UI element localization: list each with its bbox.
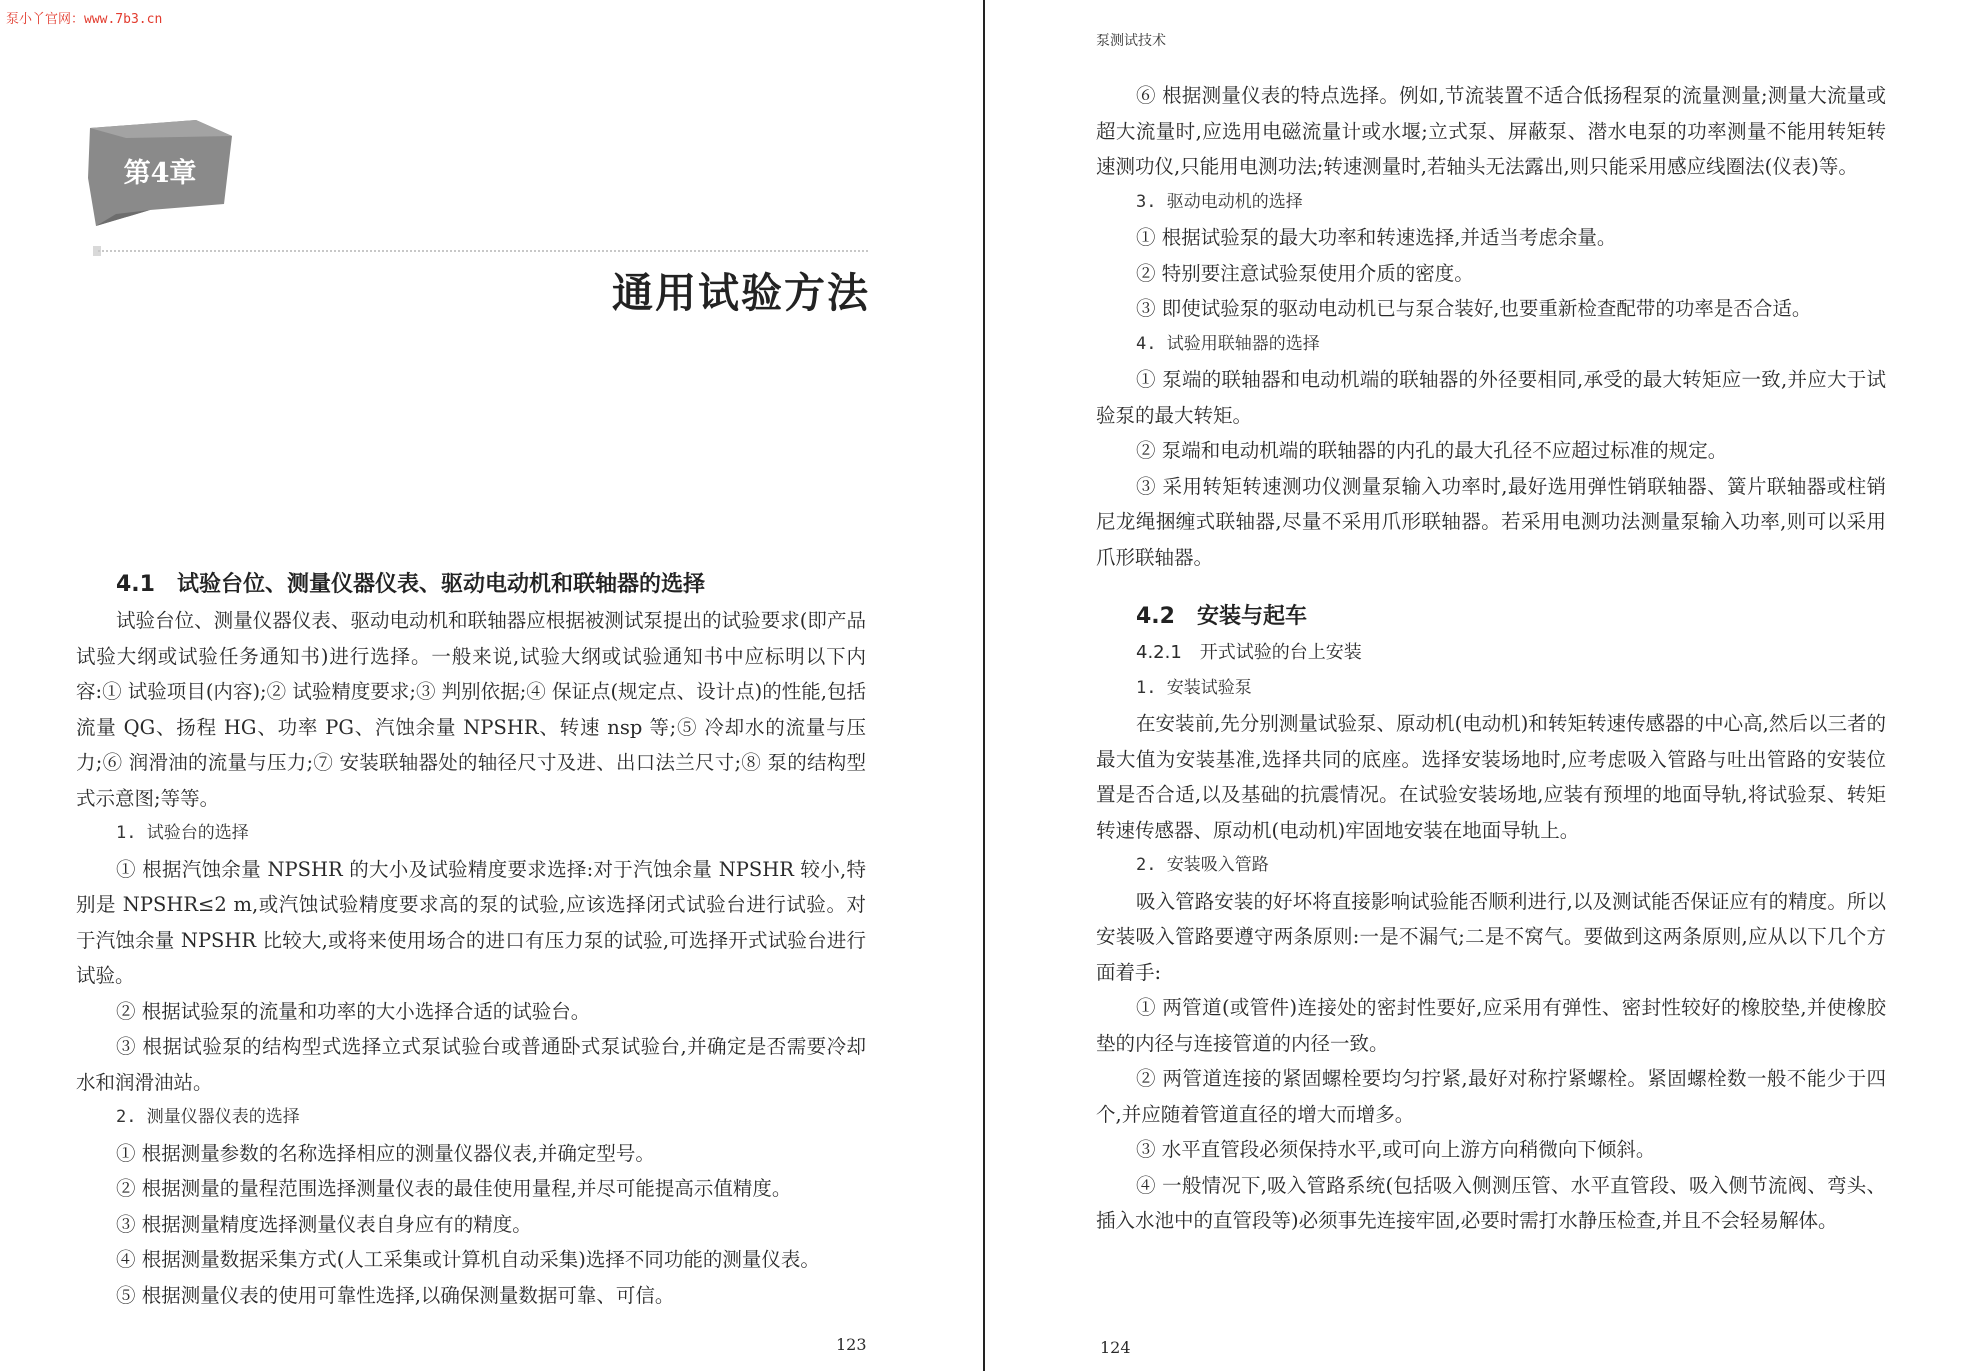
paragraph: 试验台位、测量仪器仪表、驱动电动机和联轴器应根据被测试泵提出的试验要求(即产品试验大纲或试验任务通知书)进行选择。一般来说,试验大纲或试验通知书中应标明以下内容:① 试验项目(内容);② 试验精度要求;③ 判别依据;④ 保证点(规定点、设计点)的性能,包括流量 QG、扬程 HG、功率 PG、汽蚀余量 NPSHR、转速 nsp 等;⑤ 冷却水的流量与压力;⑥ 润滑油的流量与压力;⑦ 安装联轴器处的轴径尺寸及进、出口法兰尺寸;⑧ 泵的结构型式示意图;等等。 — [76, 609, 866, 810]
paragraph: ② 两管道连接的紧固螺栓要均匀拧紧,最好对称拧紧螺栓。紧固螺栓数一般不能少于四个,并应随着管道直径的增大而增多。 — [1096, 1067, 1886, 1126]
watermark-text: 泵小丫官网：www.7b3.cn — [6, 12, 163, 27]
paragraph: ② 特别要注意试验泵使用介质的密度。 — [1136, 261, 1474, 285]
page-number: 123 — [836, 1335, 867, 1354]
page-number: 124 — [1100, 1338, 1131, 1357]
subsection-heading: 4.2.1 开式试验的台上安装 — [1136, 642, 1362, 663]
subheading: 1. 试验台的选择 — [116, 823, 249, 843]
section-heading: 4.2 安装与起车 — [1136, 604, 1307, 629]
paragraph: ⑥ 根据测量仪表的特点选择。例如,节流装置不适合低扬程泵的流量测量;测量大流量或超大流量时,应选用电磁流量计或水堰;立式泵、屏蔽泵、潜水电泵的功率测量不能用转矩转速测功仪,只能用电测功法;转速测量时,若轴头无法露出,则只能采用感应线圈法(仪表)等。 — [1096, 84, 1886, 178]
right-page-text — [1096, 78, 1886, 1239]
paragraph: ① 根据测量参数的名称选择相应的测量仪器仪表,并确定型号。 — [116, 1141, 655, 1165]
paragraph: ③ 水平直管段必须保持水平,或可向上游方向稍微向下倾斜。 — [1136, 1138, 1656, 1161]
title-rule — [98, 250, 868, 252]
chapter-badge — [86, 118, 236, 238]
paragraph: ③ 采用转矩转速测功仪测量泵输入功率时,最好选用弹性销联轴器、簧片联轴器或柱销尼龙绳捆缠式联轴器,尽量不采用爪形联轴器。若采用电测功法测量泵输入功率,则可以采用爪形联轴器。 — [1096, 474, 1886, 569]
chapter-badge-label: 第4章 — [123, 158, 197, 189]
paragraph: ④ 根据测量数据采集方式(人工采集或计算机自动采集)选择不同功能的测量仪表。 — [116, 1248, 820, 1271]
paragraph: ① 泵端的联轴器和电动机端的联轴器的外径要相同,承受的最大转矩应一致,并应大于试验泵的最大转矩。 — [1096, 368, 1886, 427]
paragraph: ③ 根据试验泵的结构型式选择立式泵试验台或普通卧式泵试验台,并确定是否需要冷却水和润滑油站。 — [76, 1035, 866, 1094]
paragraph: ② 泵端和电动机端的联轴器的内孔的最大孔径不应超过标准的规定。 — [1136, 439, 1728, 462]
paragraph: ① 根据试验泵的最大功率和转速选择,并适当考虑余量。 — [1136, 226, 1617, 249]
subheading: 4. 试验用联轴器的选择 — [1136, 333, 1320, 354]
paragraph: 在安装前,先分别测量试验泵、原动机(电动机)和转矩转速传感器的中心高,然后以三者的最大值为安装基准,选择共同的底座。选择安装场地时,应考虑吸入管路与吐出管路的安装位置是否合适,以及基础的抗震情况。在试验安装场地,应装有预埋的地面导轨,将试验泵、转矩转速传感器、原动机(电动机)牢固地安装在地面导轨上。 — [1096, 712, 1886, 842]
paragraph: ⑤ 根据测量仪表的使用可靠性选择,以确保测量数据可靠、可信。 — [116, 1283, 675, 1307]
paragraph: ③ 根据测量精度选择测量仪表自身应有的精度。 — [116, 1212, 532, 1236]
running-head: 泵测试技术 — [1096, 33, 1166, 49]
section-4-1 — [76, 565, 866, 1313]
subheading: 2. 测量仪器仪表的选择 — [116, 1107, 300, 1127]
paragraph: ② 根据试验泵的流量和功率的大小选择合适的试验台。 — [116, 999, 591, 1023]
paragraph: ① 根据汽蚀余量 NPSHR 的大小及试验精度要求选择:对于汽蚀余量 NPSHR 较小,特别是 NPSHR≤2 m,或汽蚀试验精度要求高的泵的试验,应该选择闭式试验台进行试验。对于汽蚀余量 NPSHR 比较大,或将来使用场合的进口有压力泵的试验,可选择开式试验台进行试验。 — [76, 857, 866, 987]
subheading: 2. 安装吸入管路 — [1136, 855, 1269, 875]
chapter-title: 通用试验方法 — [612, 269, 870, 317]
book-spine-divider — [983, 0, 985, 1371]
section-heading: 4.1 试验台位、测量仪器仪表、驱动电动机和联轴器的选择 — [116, 572, 705, 597]
paragraph: ② 根据测量的量程范围选择测量仪表的最佳使用量程,并尽可能提高示值精度。 — [116, 1177, 792, 1200]
left-page — [0, 0, 980, 1371]
paragraph: 吸入管路安装的好坏将直接影响试验能否顺利进行,以及测试能否保证应有的精度。所以安装吸入管路要遵守两条原则:一是不漏气;二是不窝气。要做到这两条原则,应从以下几个方面着手: — [1096, 889, 1886, 984]
right-page — [988, 0, 1963, 1371]
subheading: 1. 安装试验泵 — [1136, 677, 1252, 698]
paragraph: ③ 即使试验泵的驱动电动机已与泵合装好,也要重新检查配带的功率是否合适。 — [1136, 297, 1812, 320]
paragraph: ① 两管道(或管件)连接处的密封性要好,应采用有弹性、密封性较好的橡胶垫,并使橡胶垫的内径与连接管道的内径一致。 — [1096, 996, 1886, 1055]
subheading: 3. 驱动电动机的选择 — [1136, 191, 1303, 212]
paragraph: ④ 一般情况下,吸入管路系统(包括吸入侧测压管、水平直管段、吸入侧节流阀、弯头、插入水池中的直管段等)必须事先连接牢固,必要时需打水静压检查,并且不会轻易解体。 — [1096, 1173, 1886, 1232]
